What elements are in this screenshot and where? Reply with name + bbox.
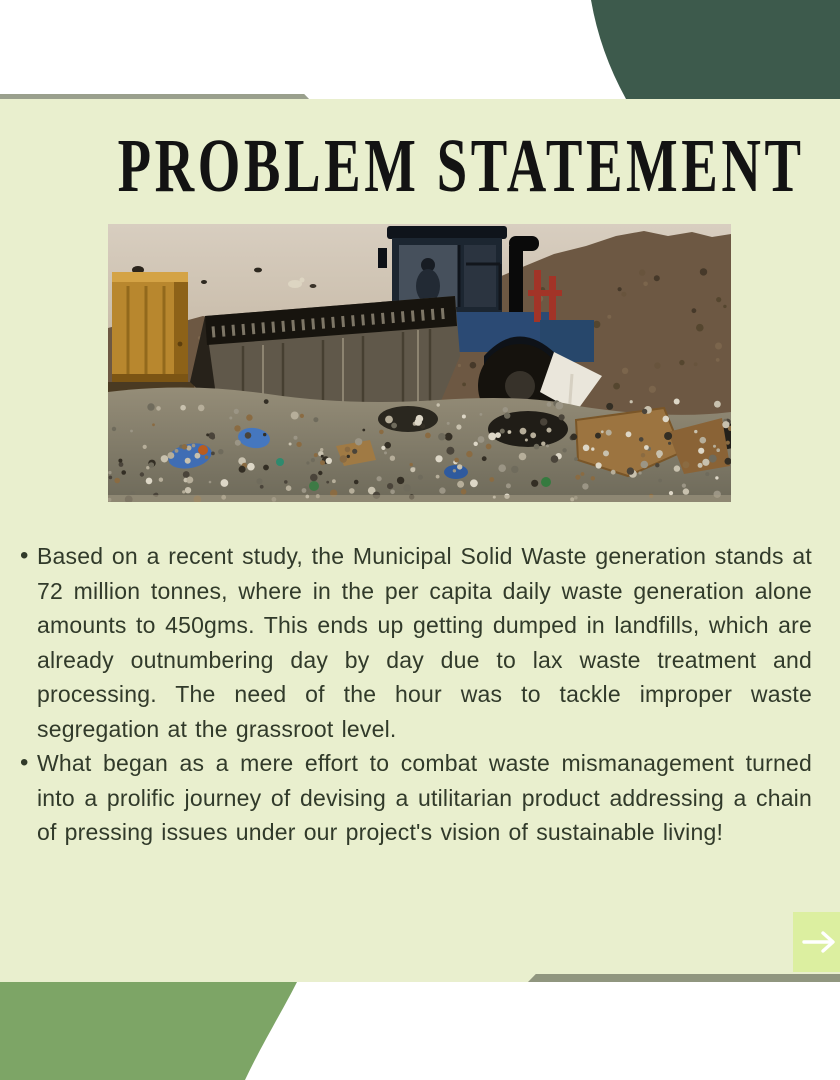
bullet-list <box>20 539 812 850</box>
arrow-right-icon <box>802 929 838 955</box>
landfill-photo <box>108 224 731 502</box>
next-button[interactable] <box>793 912 840 972</box>
bullet-item <box>20 746 812 850</box>
yellow-container <box>108 266 194 400</box>
bottom-divider-bar <box>528 974 840 982</box>
bullet-item <box>20 539 812 746</box>
page-title: PROBLEM STATEMENT <box>117 124 805 208</box>
bullet-text: Based on a recent study, the Municipal Solid Waste generation stands at 72 million tonnes, where in the per capita daily waste generation alone amounts to 450gms. This ends up getting dumped in landfills, which are already outnumbering day by day due to lax waste treatment and processing. The need of the hour was to tackle improper waste segregation at the grassroot level. <box>37 543 812 742</box>
corner-shape-dark-green <box>588 0 840 99</box>
corner-shape-green <box>0 982 300 1080</box>
bullet-text: What began as a mere effort to combat waste mismanagement turned into a prolific journey of devising a utilitarian product addressing a chain of pressing issues under our project's vision of sustainable living! <box>37 750 812 845</box>
